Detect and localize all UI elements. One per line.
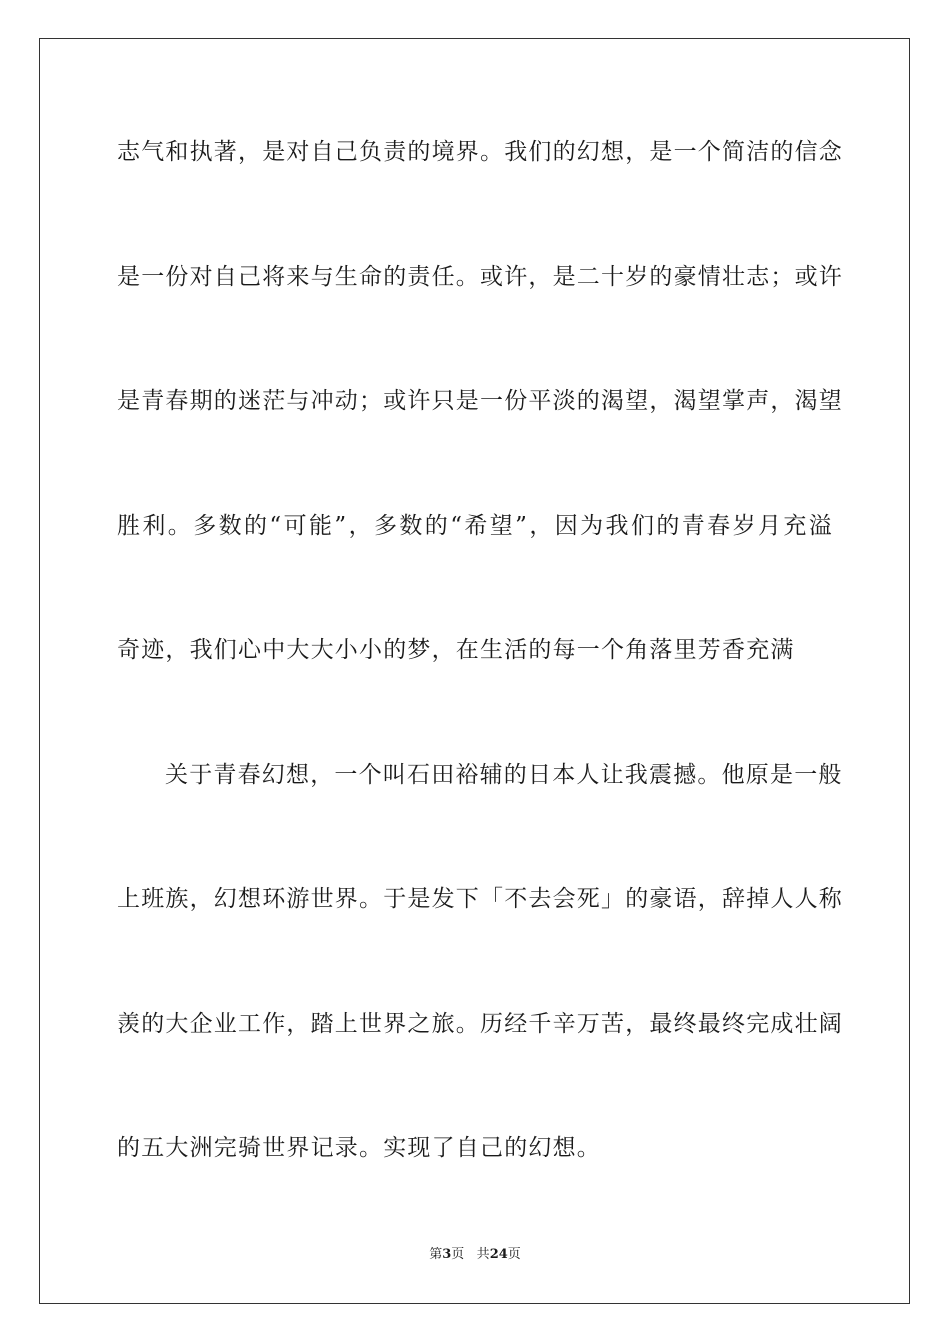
body-line-7: 上班族，幻想环游世界。于是发下「不去会死」的豪语，辞掉人人称 <box>117 886 843 912</box>
body-line-3: 是青春期的迷茫与冲动；或许只是一份平淡的渴望，渴望掌声，渴望 <box>117 388 843 414</box>
page-footer <box>0 1246 950 1264</box>
footer-total-pages: 24 <box>489 1247 508 1262</box>
footer-total-suffix: 页 <box>507 1247 521 1262</box>
page-border <box>39 38 910 1304</box>
body-line-2: 是一份对自己将来与生命的责任。或许，是二十岁的豪情壮志；或许 <box>117 264 843 290</box>
footer-page-prefix: 第 <box>429 1247 443 1262</box>
footer-page-number: 3 <box>442 1247 452 1262</box>
body-line-1: 志气和执著，是对自己负责的境界。我们的幻想，是一个简洁的信念 <box>117 139 843 165</box>
body-line-4: 胜利。多数的“可能”，多数的“希望”，因为我们的青春岁月充溢 <box>117 513 833 539</box>
body-line-8: 羡的大企业工作，踏上世界之旅。历经千辛万苦，最终最终完成壮阔 <box>117 1011 843 1037</box>
body-line-5: 奇迹，我们心中大大小小的梦，在生活的每一个角落里芳香充满 <box>117 637 795 663</box>
footer-total-prefix: 共 <box>476 1247 490 1262</box>
footer-page-suffix: 页 <box>451 1247 465 1262</box>
body-line-9: 的五大洲完骑世界记录。实现了自己的幻想。 <box>117 1135 601 1161</box>
body-line-6: 关于青春幻想，一个叫石田裕辅的日本人让我震撼。他原是一般 <box>165 762 843 788</box>
